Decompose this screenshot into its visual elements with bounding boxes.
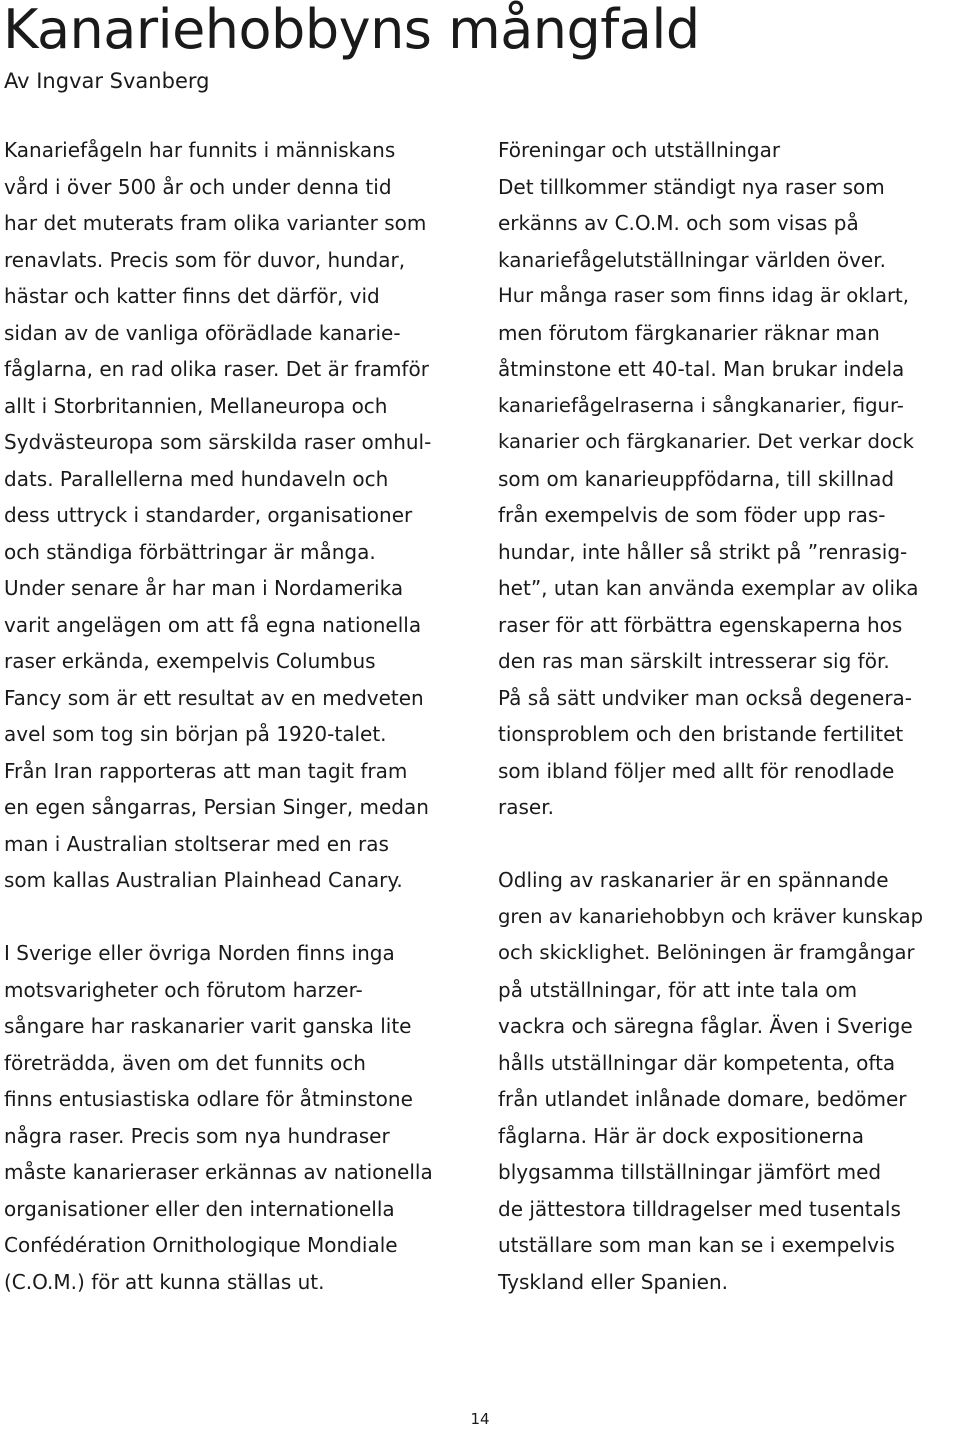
body-text-line: som kallas Australian Plainhead Canary. (4, 868, 403, 892)
body-text-line: avel som tog sin början på 1920-talet. (4, 722, 387, 746)
body-text-line: de jättestora tilldragelser med tusentals (498, 1196, 901, 1221)
body-text-line: erkänns av C.O.M. och som visas på (498, 211, 859, 235)
body-text-line: fåglarna. Här är dock expositionerna (498, 1123, 865, 1148)
body-text-line: sångare har raskanarier varit ganska lite (4, 1014, 412, 1038)
body-text-line: dess uttryck i standarder, organisationer (4, 503, 413, 527)
body-text-line: Kanariefågeln har funnits i människans (4, 138, 396, 162)
body-text-line: het”, utan kan använda exemplar av olika (498, 576, 919, 600)
body-text-line: Det tillkommer ständigt nya raser som (498, 174, 885, 199)
body-text-line: utställare som man kan se i exempelvis (498, 1233, 895, 1257)
body-text-line: Tyskland eller Spanien. (498, 1269, 728, 1294)
body-text-line: gren av kanariehobbyn och kräver kunskap (498, 904, 924, 928)
right-column (498, 132, 960, 1300)
body-text-line: blygsamma tillställningar jämfört med (498, 1160, 882, 1184)
body-text-line: från utlandet inlånade domare, bedömer (498, 1087, 907, 1111)
body-text-line: den ras man särskilt intresserar sig för. (498, 649, 890, 673)
body-text-line: Hur många raser som finns idag är oklart, (498, 284, 909, 307)
paragraph-gap (498, 826, 960, 863)
body-text-line: man i Australian stoltserar med en ras (4, 831, 389, 856)
body-text-line: som ibland följer med allt för renodlade (498, 758, 895, 783)
body-text-line: dats. Parallellerna med hundaveln och (4, 466, 389, 491)
body-text-line: kanariefågelutställningar världen över. (498, 247, 886, 272)
body-text-line: hundar, inte håller så strikt på ”renrasig- (498, 539, 908, 564)
body-text-line: Confédération Ornithologique Mondiale (4, 1233, 398, 1257)
paragraph-gap (4, 899, 474, 936)
body-text-line: organisationer eller den internationella (4, 1196, 395, 1221)
page-number: 14 (470, 1410, 490, 1428)
body-text-line: tionsproblem och den bristande fertilitet (498, 722, 904, 746)
body-text-line: (C.O.M.) för att kunna ställas ut. (4, 1269, 325, 1294)
body-text-line: finns entusiastiska odlare för åtminstone (4, 1087, 413, 1111)
body-text-line: och ständiga förbättringar är många. (4, 539, 376, 564)
body-text-line: allt i Storbritannien, Mellaneuropa och (4, 393, 388, 418)
article-title: Kanariehobbyns mångfald (3, 0, 700, 61)
body-text-line: Under senare år har man i Nordamerika (4, 576, 404, 600)
body-text-line: har det muterats fram olika varianter som (4, 211, 427, 235)
body-text-line: några raser. Precis som nya hundraser (4, 1123, 390, 1148)
body-text-line: motsvarigheter och förutom harzer- (4, 977, 363, 1002)
body-text-line: Från Iran rapporteras att man tagit fram (4, 758, 408, 783)
body-text-line: kanarier och färgkanarier. Det verkar dock (498, 430, 915, 453)
body-text-line: vackra och säregna fåglar. Även i Sverige (498, 1014, 913, 1038)
article-byline: Av Ingvar Svanberg (4, 69, 210, 93)
body-text-line: I Sverige eller övriga Norden finns inga (4, 941, 395, 965)
body-text-line: som om kanarieuppfödarna, till skillnad (498, 466, 895, 491)
body-text-line: från exempelvis de som föder upp ras- (498, 503, 886, 527)
body-text-line: Sydvästeuropa som särskilda raser omhul- (4, 430, 432, 454)
body-text-line: men förutom färgkanarier räknar man (498, 320, 880, 345)
body-text-line: varit angelägen om att få egna nationella (4, 612, 422, 637)
body-text-line: raser erkända, exempelvis Columbus (4, 649, 376, 673)
left-column (4, 132, 474, 1300)
body-text-line: På så sätt undviker man också degenera- (498, 685, 913, 710)
body-text-line: företrädda, även om det funnits och (4, 1050, 366, 1075)
section-heading: Föreningar och utställningar (498, 138, 781, 162)
body-text-line: vård i över 500 år och under denna tid (4, 174, 392, 199)
body-text-line: åtminstone ett 40-tal. Man brukar indela (498, 357, 905, 381)
body-text-line: en egen sångarras, Persian Singer, medan (4, 795, 429, 819)
body-text-line: hästar och katter finns det därför, vid (4, 284, 380, 308)
body-text-line: hålls utställningar där kompetenta, ofta (498, 1050, 896, 1075)
body-text-line: raser. (498, 795, 554, 819)
body-text-line: renavlats. Precis som för duvor, hundar, (4, 247, 406, 272)
body-text-line: fåglarna, en rad olika raser. Det är framför (4, 357, 429, 381)
body-text-line: Fancy som är ett resultat av en medveten (4, 685, 424, 710)
body-text-line: på utställningar, för att inte tala om (498, 977, 858, 1002)
body-text-line: raser för att förbättra egenskaperna hos (498, 612, 903, 637)
body-text-line: måste kanarieraser erkännas av nationella (4, 1160, 433, 1184)
body-text-line: kanariefågelraserna i sångkanarier, figur- (498, 393, 904, 417)
body-text-line: och skicklighet. Belöningen är framgångar (498, 941, 915, 964)
body-text-line: Odling av raskanarier är en spännande (498, 868, 889, 892)
body-text-line: sidan av de vanliga oförädlade kanarie- (4, 320, 401, 345)
